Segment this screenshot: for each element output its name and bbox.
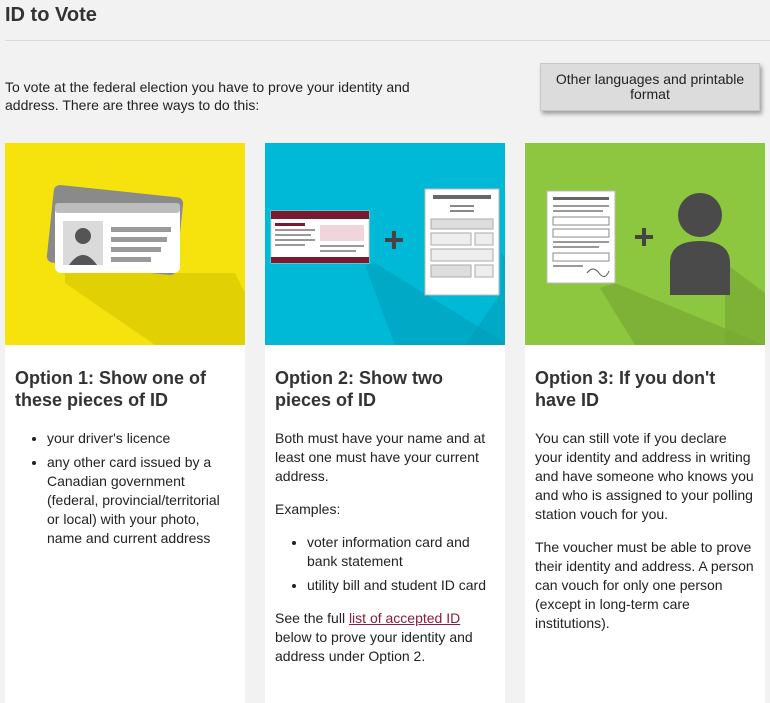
two-documents-icon	[265, 143, 505, 345]
intro-text: To vote at the federal election you have to prove your identity and address. There are three ways to do this:	[5, 79, 410, 113]
see-full-prefix: See the full	[275, 610, 349, 626]
list-item: • utility bill and student ID card	[307, 576, 495, 595]
option-2-card	[265, 143, 505, 703]
list-item: • any other card issued by a Canadian government (federal, provincial/territorial or local) with your photo, name and current address	[47, 453, 235, 548]
see-full-suffix: below to prove your identity and address under Option 2.	[275, 629, 473, 664]
option-3-image	[525, 143, 765, 345]
option-2-intro: Both must have your name and at least one must have your current address.	[275, 430, 486, 484]
option-3-title: Option 3: If you don't have ID	[535, 368, 716, 410]
title-divider	[5, 40, 770, 41]
option-1-image	[5, 143, 245, 345]
option-3-paragraph-1: You can still vote if you declare your identity and address in writing and have someone who knows you and who is assigned to your polling station vouch for you.	[535, 430, 754, 522]
option-2-title: Option 2: Show two pieces of ID	[275, 368, 443, 410]
id-card-icon	[5, 143, 245, 345]
option-1-title: Option 1: Show one of these pieces of ID	[15, 368, 206, 410]
option-2-image	[265, 143, 505, 345]
option-2-list	[275, 533, 495, 595]
option-1-list	[15, 429, 235, 548]
accepted-id-link[interactable]: list of accepted ID	[348, 610, 461, 626]
examples-label: Examples:	[275, 501, 341, 517]
declaration-and-person-icon	[525, 143, 765, 345]
option-1-card	[5, 143, 245, 703]
other-languages-button[interactable]: Other languages and printable format	[540, 63, 760, 111]
list-item: • voter information card and bank statement	[307, 533, 495, 571]
option-3-card	[525, 143, 765, 703]
page-title: ID to Vote	[5, 4, 97, 26]
option-3-paragraph-2: The voucher must be able to prove their identity and address. A person can vouch for only one person (except in long-term care institutions).	[535, 539, 754, 631]
see-full-list-text	[275, 609, 495, 666]
list-item: • your driver's licence	[47, 429, 235, 448]
